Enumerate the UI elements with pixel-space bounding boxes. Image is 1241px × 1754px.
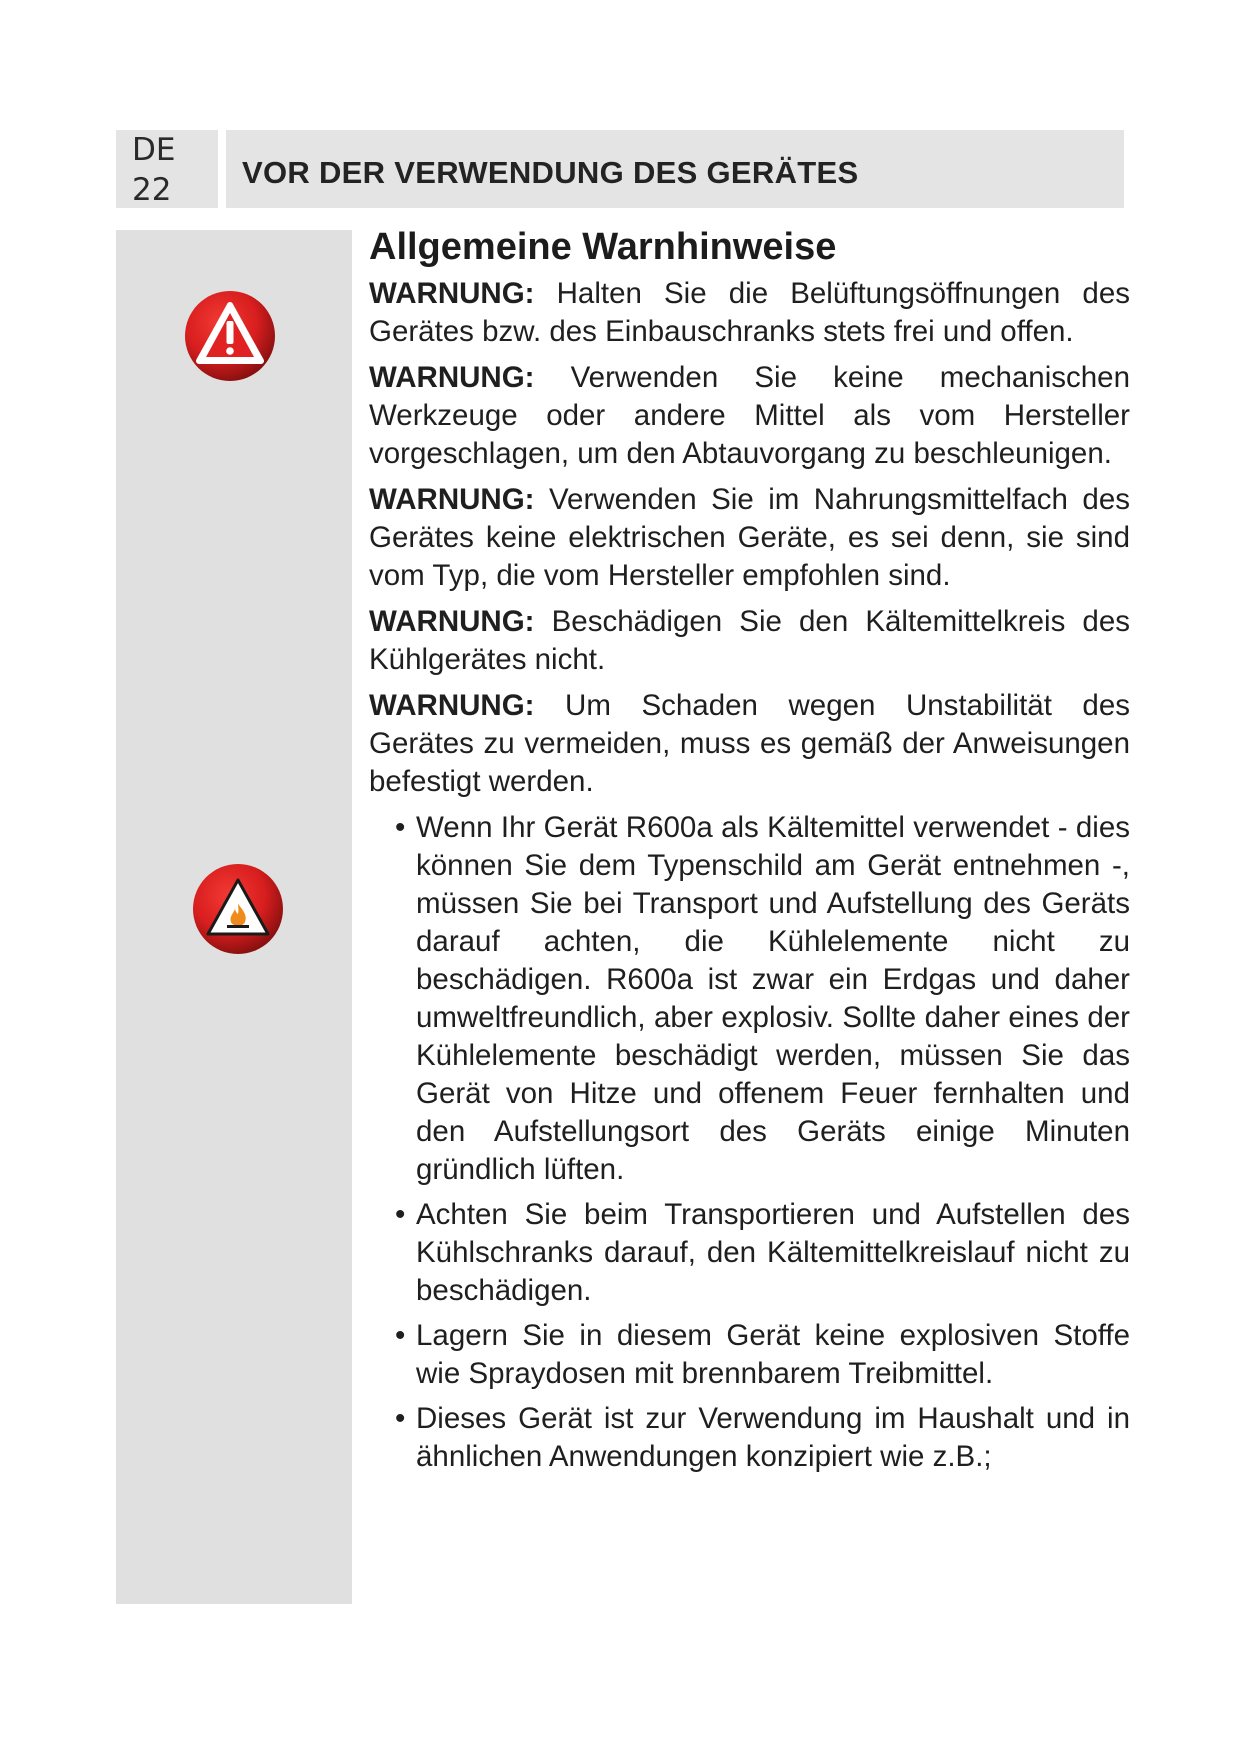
list-item xyxy=(369,1400,1130,1476)
section-title: Allgemeine Warnhinweise xyxy=(369,226,837,268)
bullet-text: Achten Sie beim Transportieren und Aufstellen des Kühlschranks darauf, den Kältemittelkreislauf nicht zu beschädigen. xyxy=(416,1198,1130,1307)
warning-label: WARNUNG: xyxy=(369,483,535,516)
warning-paragraph xyxy=(369,687,1130,801)
bullet-icon: • xyxy=(395,811,406,844)
warning-label: WARNUNG: xyxy=(369,605,535,638)
warning-paragraph xyxy=(369,359,1130,473)
header-bar xyxy=(226,130,1124,208)
language-code: DE xyxy=(132,132,176,168)
warning-text: Um Schaden wegen Unstabilität des Gerätes zu vermeiden, muss es gemäß der Anweisungen befestigt werden. xyxy=(369,689,1130,798)
warning-label: WARNUNG: xyxy=(369,361,535,394)
warning-paragraph xyxy=(369,481,1130,595)
content xyxy=(369,224,1130,1483)
warning-text: Beschädigen Sie den Kältemittelkreis des Kühlgerätes nicht. xyxy=(369,605,1130,676)
header-title: VOR DER VERWENDUNG DES GERÄTES xyxy=(242,155,859,190)
warning-label: WARNUNG: xyxy=(369,277,535,310)
page-number: 22 xyxy=(132,172,172,208)
warning-paragraph xyxy=(369,275,1130,351)
list-item xyxy=(369,1196,1130,1310)
bullet-text: Wenn Ihr Gerät R600a als Kältemittel verwendet - dies können Sie dem Typenschild am Gerät entnehmen -, müssen Sie bei Transport und Aufstellung des Geräts darauf achten, die Kühlelemente nicht zu beschädigen. R600a ist zwar ein Erdgas und daher umweltfreundlich, aber explosiv. Sollte daher eines der Kühlelemente beschädigt werden, müssen Sie das Gerät von Hitze und offenem Feuer fernhalten und den Aufstellungsort des Geräts einige Minuten gründlich lüften. xyxy=(416,811,1130,1186)
warning-text: Verwenden Sie im Nahrungsmittelfach des Gerätes keine elektrischen Geräte, es sei denn, sie sind vom Typ, die vom Hersteller empfohlen sind. xyxy=(369,483,1130,592)
bullet-icon: • xyxy=(395,1198,406,1231)
warning-text: Halten Sie die Belüftungsöffnungen des Gerätes bzw. des Einbauschranks stets frei und offen. xyxy=(369,277,1130,348)
warning-text: Verwenden Sie keine mechanischen Werkzeuge oder andere Mittel als vom Hersteller vorgeschlagen, um den Abtauvorgang zu beschleunigen. xyxy=(369,361,1130,470)
list-item xyxy=(369,809,1130,1189)
warning-paragraph xyxy=(369,603,1130,679)
flammable-icon xyxy=(193,864,283,954)
sidebar xyxy=(116,230,352,1604)
bullet-list xyxy=(369,809,1130,1476)
page-label xyxy=(116,130,218,208)
list-item xyxy=(369,1317,1130,1393)
bullet-text: Dieses Gerät ist zur Verwendung im Haushalt und in ähnlichen Anwendungen konzipiert wie z.B.; xyxy=(416,1402,1130,1473)
warning-label: WARNUNG: xyxy=(369,689,535,722)
bullet-text: Lagern Sie in diesem Gerät keine explosiven Stoffe wie Spraydosen mit brennbarem Treibmittel. xyxy=(416,1319,1130,1390)
warning-triangle-icon xyxy=(185,291,275,381)
bullet-icon: • xyxy=(395,1319,406,1352)
bullet-icon: • xyxy=(395,1402,406,1435)
